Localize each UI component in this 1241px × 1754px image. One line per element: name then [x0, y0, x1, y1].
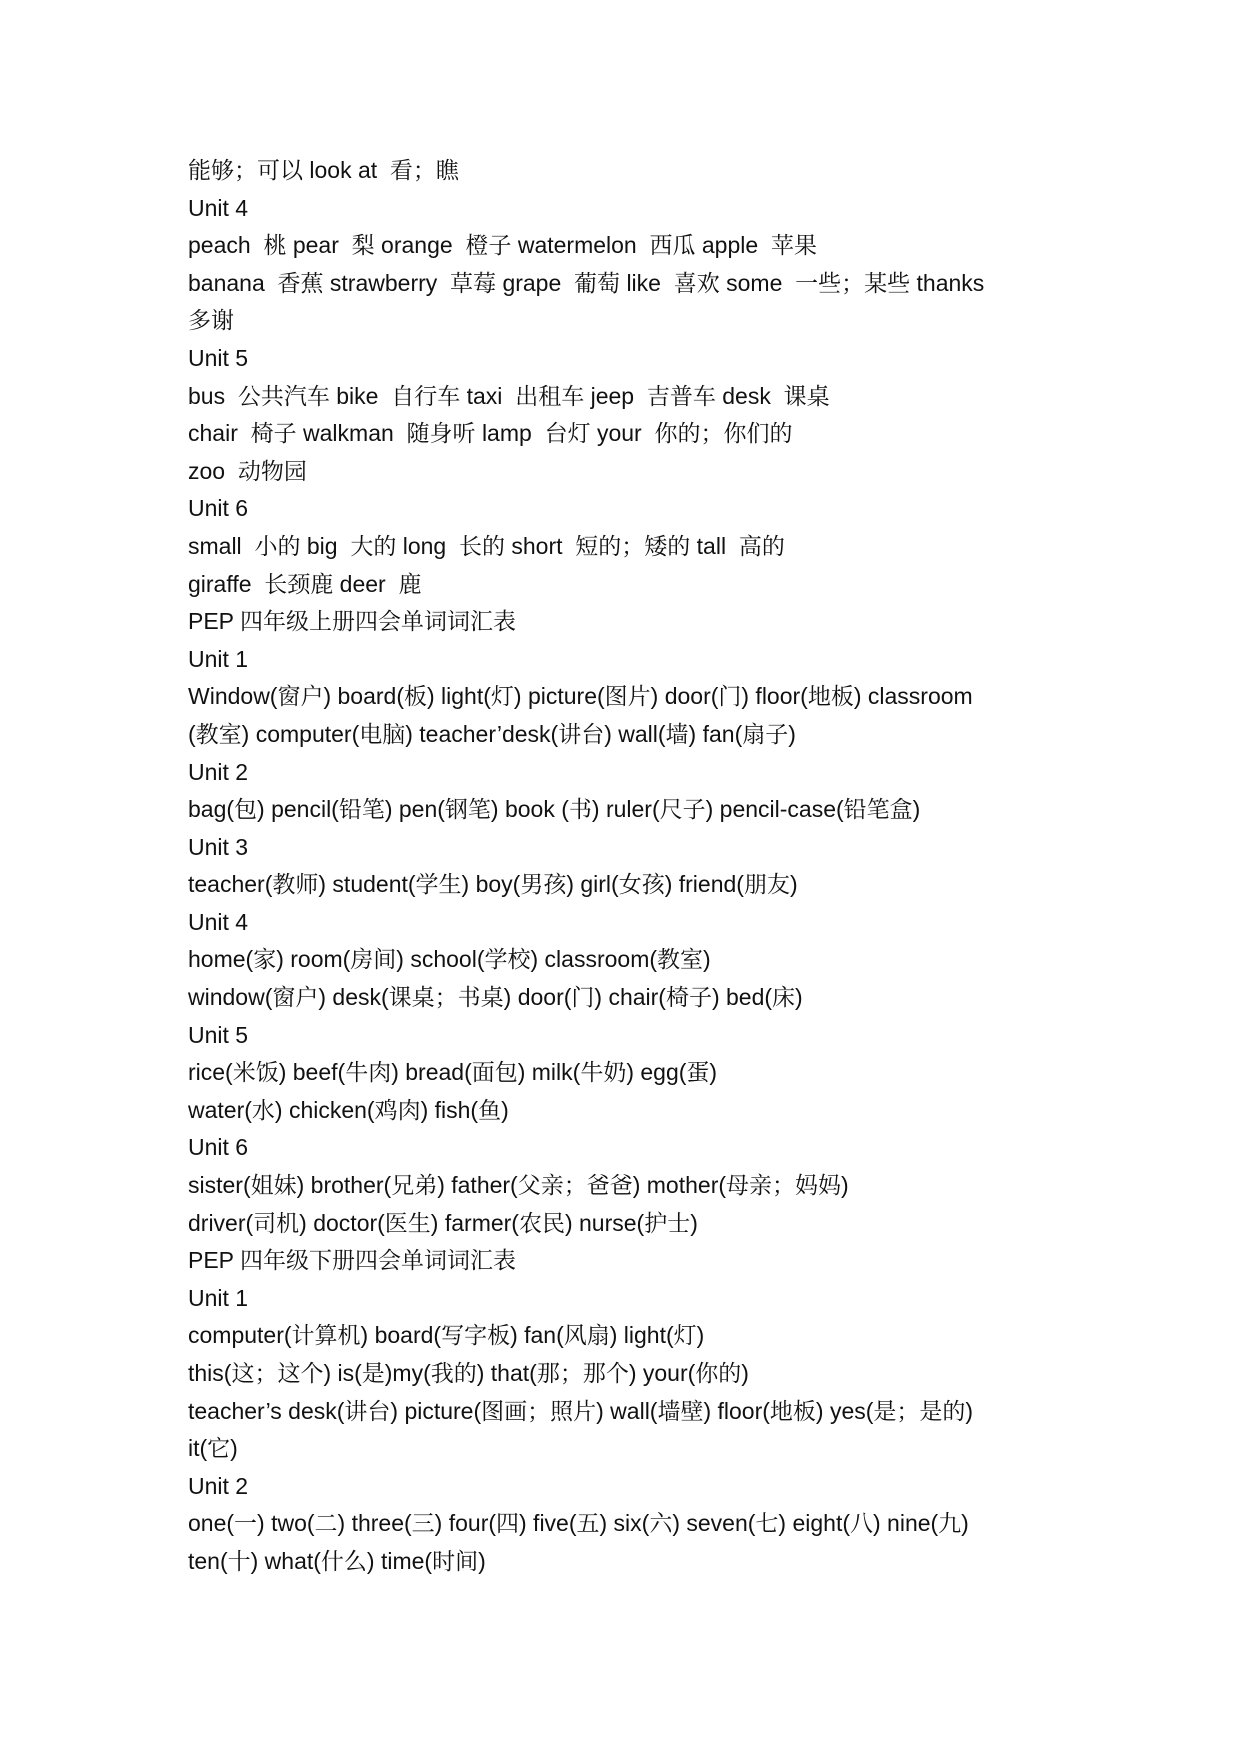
- unit-heading: Unit 6: [188, 495, 249, 522]
- text-line: ten(十) what(什么) time(时间): [188, 1547, 486, 1574]
- text-line: giraffe 长颈鹿 deer 鹿: [188, 570, 422, 597]
- unit-heading: Unit 2: [188, 1472, 249, 1499]
- text-line: 能够；可以 look at 看；瞧: [188, 157, 459, 183]
- text-line: bag(包) pencil(铅笔) pen(钢笔) book (书) ruler(尺子) pencil-case(铅笔盒): [188, 796, 921, 823]
- text-line: Window(窗户) board(板) light(灯) picture(图片) door(门) floor(地板) classroom: [188, 683, 973, 710]
- text-line: it(它): [188, 1435, 238, 1462]
- text-line: rice(米饭) beef(牛肉) bread(面包) milk(牛奶) egg(蛋): [188, 1059, 718, 1086]
- text-line: water(水) chicken(鸡肉) fish(鱼): [188, 1096, 509, 1123]
- text-line: banana 香蕉 strawberry 草莓 grape 葡萄 like 喜欢 some 一些；某些 thanks: [188, 269, 985, 296]
- text-line: computer(计算机) board(写字板) fan(风扇) light(灯): [188, 1322, 705, 1349]
- text-line: 多谢: [188, 307, 234, 334]
- text-line: chair 椅子 walkman 随身听 lamp 台灯 your 你的；你们的: [188, 420, 793, 447]
- text-line: this(这；这个) is(是)my(我的) that(那；那个) your(你的): [188, 1360, 749, 1386]
- section-heading: PEP 四年级下册四会单词词汇表: [188, 1247, 516, 1274]
- text-line: one(一) two(二) three(三) four(四) five(五) six(六) seven(七) eight(八) nine(九): [188, 1510, 969, 1537]
- document-page: [188, 152, 1068, 1581]
- text-line: teacher’s desk(讲台) picture(图画；照片) wall(墙壁) floor(地板) yes(是；是的): [188, 1397, 974, 1424]
- section-heading: PEP 四年级上册四会单词词汇表: [188, 608, 516, 635]
- text-line: home(家) room(房间) school(学校) classroom(教室): [188, 946, 711, 973]
- unit-heading: Unit 1: [188, 645, 249, 672]
- text-line: window(窗户) desk(课桌；书桌) door(门) chair(椅子) bed(床): [188, 984, 803, 1011]
- unit-heading: Unit 5: [188, 1021, 249, 1048]
- unit-heading: Unit 4: [188, 908, 249, 935]
- text-line: teacher(教师) student(学生) boy(男孩) girl(女孩) friend(朋友): [188, 871, 798, 898]
- text-line: driver(司机) doctor(医生) farmer(农民) nurse(护士): [188, 1209, 698, 1236]
- unit-heading: Unit 3: [188, 833, 249, 860]
- text-line: zoo 动物园: [188, 457, 307, 484]
- unit-heading: Unit 6: [188, 1134, 249, 1161]
- unit-heading: Unit 1: [188, 1284, 249, 1311]
- text-line: sister(姐妹) brother(兄弟) father(父亲；爸爸) mother(母亲；妈妈): [188, 1172, 849, 1199]
- text-line: peach 桃 pear 梨 orange 橙子 watermelon 西瓜 apple 苹果: [188, 232, 817, 259]
- unit-heading: Unit 4: [188, 194, 249, 221]
- text-line: small 小的 big 大的 long 长的 short 短的；矮的 tall 高的: [188, 532, 785, 559]
- unit-heading: Unit 5: [188, 344, 249, 371]
- text-line: bus 公共汽车 bike 自行车 taxi 出租车 jeep 吉普车 desk 课桌: [188, 382, 830, 409]
- text-line: (教室) computer(电脑) teacher’desk(讲台) wall(墙) fan(扇子): [188, 720, 796, 747]
- unit-heading: Unit 2: [188, 758, 249, 785]
